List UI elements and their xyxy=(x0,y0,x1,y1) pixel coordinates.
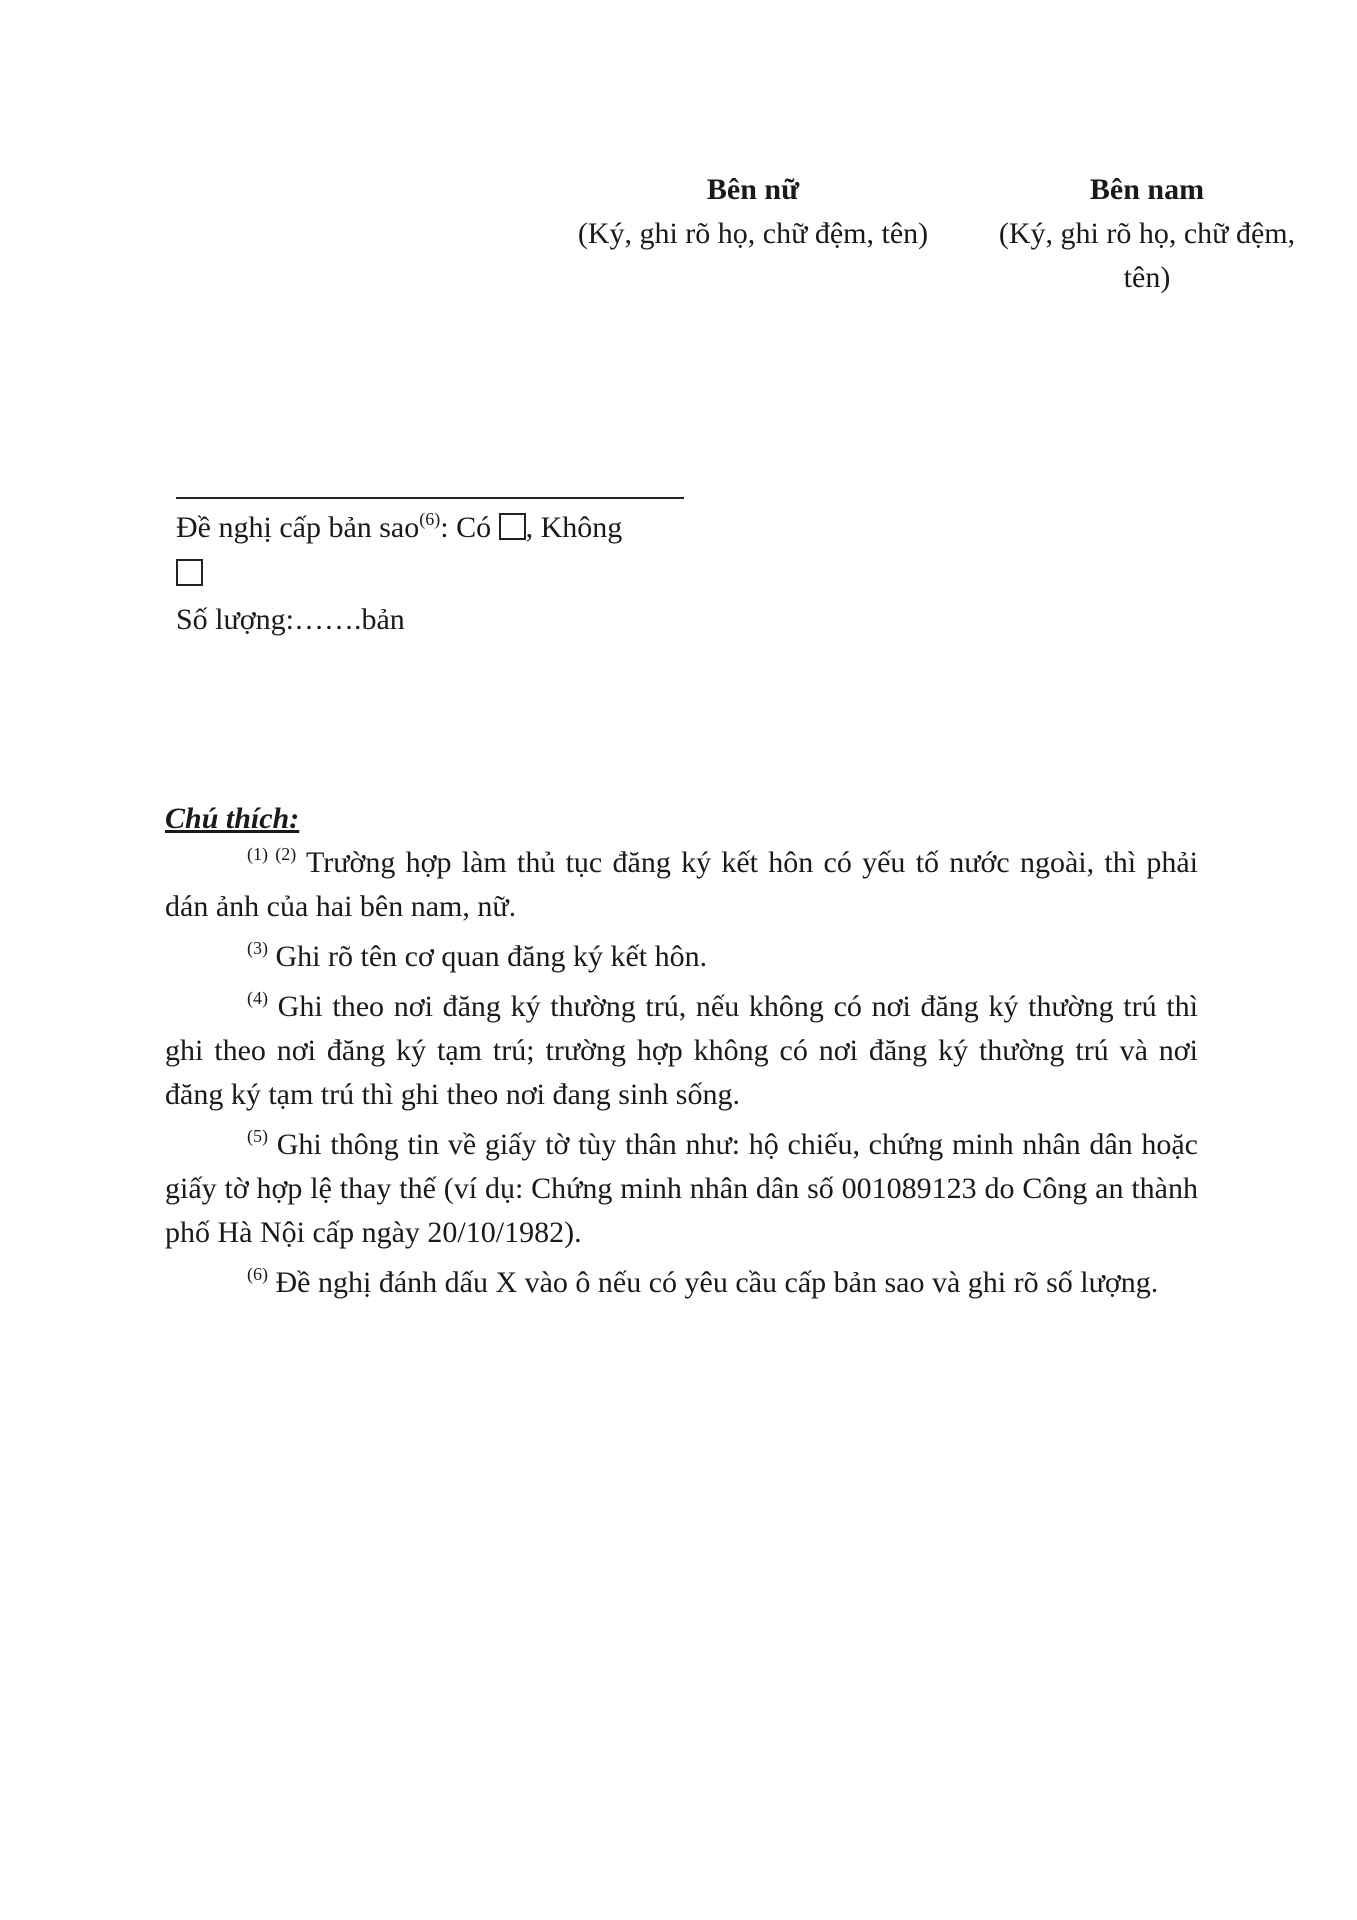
signature-female xyxy=(548,168,958,256)
copy-request-label: Đề nghị cấp bản sao xyxy=(176,511,420,544)
copy-yes-label: Có xyxy=(456,511,492,544)
copy-request-separator: : xyxy=(440,511,457,544)
note-text: Trường hợp làm thủ tục đăng ký kết hôn có yếu tố nước ngoài, thì phải dán ảnh của hai bên nam, nữ. xyxy=(165,846,1198,923)
signature-male-instruction: (Ký, ghi rõ họ, chữ đệm, tên) xyxy=(998,217,1296,294)
copy-request-line xyxy=(176,505,696,551)
note-ref: (6) xyxy=(247,1264,268,1284)
note-ref: (1) (2) xyxy=(247,844,297,864)
copy-request xyxy=(176,505,696,643)
copy-no-checkbox[interactable] xyxy=(176,559,203,586)
note-text: Ghi theo nơi đăng ký thường trú, nếu không có nơi đăng ký thường trú thì ghi theo nơi đăng ký tạm trú; trường hợp không có nơi đăng ký thường trú và nơi đăng ký tạm trú thì ghi theo nơi đang sinh sống. xyxy=(165,990,1198,1111)
note-item xyxy=(165,1261,1198,1305)
copy-quantity: Số lượng:…….bản xyxy=(176,603,405,636)
signature-male xyxy=(982,168,1312,300)
note-ref: (4) xyxy=(247,988,268,1008)
copy-no-checkbox-line xyxy=(176,551,696,597)
note-text: Đề nghị đánh dấu X vào ô nếu có yêu cầu cấp bản sao và ghi rõ số lượng. xyxy=(268,1266,1159,1299)
notes-title: Chú thích: xyxy=(165,802,300,835)
note-ref: (3) xyxy=(247,938,268,958)
signature-female-instruction: (Ký, ghi rõ họ, chữ đệm, tên) xyxy=(577,217,929,250)
copy-request-footnote-ref: (6) xyxy=(419,509,441,529)
note-text: Ghi rõ tên cơ quan đăng ký kết hôn. xyxy=(268,940,708,973)
copy-yes-checkbox[interactable] xyxy=(499,513,526,540)
signature-male-title: Bên nam xyxy=(1089,173,1205,206)
note-ref: (5) xyxy=(247,1126,268,1146)
note-item xyxy=(165,985,1198,1117)
note-text: Ghi thông tin về giấy tờ tùy thân như: hộ chiếu, chứng minh nhân dân hoặc giấy tờ hợp lệ thay thế (ví dụ: Chứng minh nhân dân số 001089123 do Công an thành phố Hà Nội cấp ngày 20/10/1982). xyxy=(165,1128,1198,1249)
signature-female-title: Bên nữ xyxy=(706,173,800,206)
note-item xyxy=(165,935,1198,979)
note-item xyxy=(165,841,1198,929)
note-item xyxy=(165,1123,1198,1255)
notes-section xyxy=(165,797,1198,1311)
separator-rule xyxy=(176,497,684,499)
copy-no-label: , Không xyxy=(525,511,623,544)
